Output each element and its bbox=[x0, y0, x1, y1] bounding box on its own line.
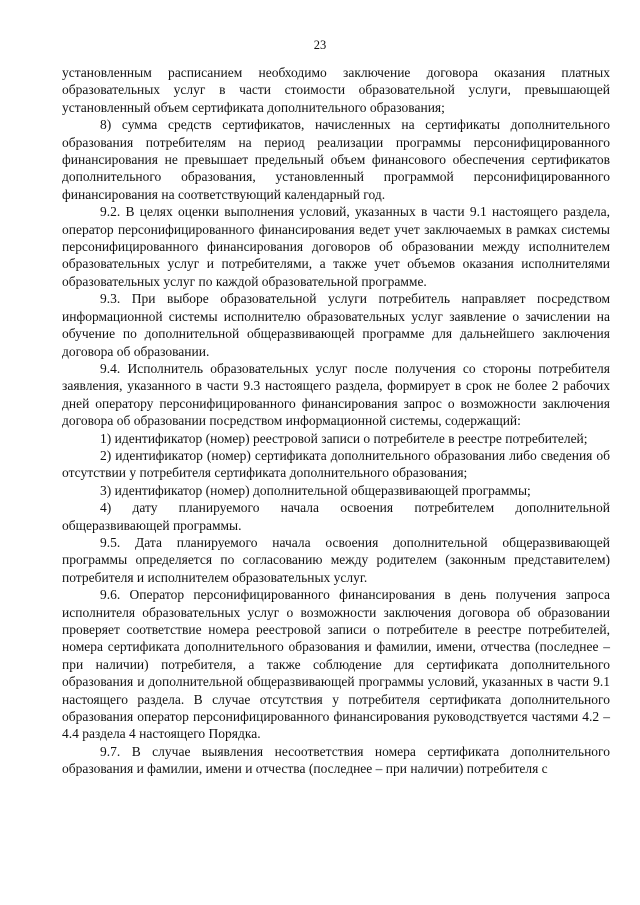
list-item: 3) идентификатор (номер) дополнительной общеразвивающей программы; bbox=[100, 482, 531, 498]
paragraph: 8) сумма средств сертификатов, начисленных на сертификаты дополнительного образования потребителям на период реализации программы персонифицированного финансирования не превышает предельный объем финансового обеспечения сертификатов дополнительного образования, установленный программой персонифицированного финансирования на соответствующий календарный год. bbox=[62, 117, 610, 202]
list-item: 2) идентификатор (номер) сертификата дополнительного образования либо сведения об отсутствии у потребителя сертификата дополнительного образования; bbox=[62, 447, 610, 481]
paragraph: 9.4. Исполнитель образовательных услуг после получения со стороны потребителя заявления, указанного в части 9.3 настоящего раздела, формирует в срок не более 2 рабочих дней оператору персонифицированного финансирования запрос о возможности заключения договора об образовании посредством информационной системы, содержащий: bbox=[62, 360, 610, 429]
document-body bbox=[62, 64, 610, 778]
list-item: 4) дату планируемого начала освоения потребителем дополнительной общеразвивающей программы. bbox=[62, 500, 610, 533]
page-number: 23 bbox=[313, 38, 327, 52]
list-item: 1) идентификатор (номер) реестровой записи о потребителе в реестре потребителей; bbox=[100, 430, 588, 446]
paragraph: 9.5. Дата планируемого начала освоения дополнительной общеразвивающей программы определяется по согласованию между родителем (законным представителем) потребителя и исполнителем образовательных услуг. bbox=[62, 534, 610, 585]
paragraph: 9.3. При выборе образовательной услуги потребитель направляет посредством информационной системы исполнителю образовательных услуг заявление о зачислении на обучение по дополнительной общеразвивающей программе для дальнейшего заключения договора об образовании. bbox=[62, 291, 610, 359]
paragraph: 9.6. Оператор персонифицированного финансирования в день получения запроса исполнителя образовательных услуг о возможности заключения договора об образовании проверяет соответствие номера реестровой записи о потребителе в реестре потребителей, номера сертификата дополнительного образования и фамилии, имени, отчества (последнее – при наличии) потребителя, а также соблюдение для сертификата дополнительного образования и дополнительной общеразвивающей программы условий, указанных в части 9.1 настоящего раздела. В случае отсутствия у потребителя сертификата дополнительного образования оператор персонифицированного финансирования руководствуется частями 4.2 – 4.4 раздела 4 настоящего Порядка. bbox=[62, 587, 610, 742]
paragraph: 9.7. В случае выявления несоответствия номера сертификата дополнительного образования и фамилии, имени и отчества (последнее – при наличии) потребителя с bbox=[62, 743, 610, 777]
paragraph: установленным расписанием необходимо заключение договора оказания платных образовательных услуг в части стоимости образовательной услуги, превышающей установленный объем сертификата дополнительного образования; bbox=[62, 65, 610, 115]
paragraph: 9.2. В целях оценки выполнения условий, указанных в части 9.1 настоящего раздела, оператор персонифицированного финансирования ведет учет заключаемых в рамках системы персонифицированного финансирования договоров об образовании между исполнителем образовательных услуг и потребителями, а также учет объемов оказания исполнителями образовательных услуг по каждой образовательной программе. bbox=[62, 204, 610, 289]
